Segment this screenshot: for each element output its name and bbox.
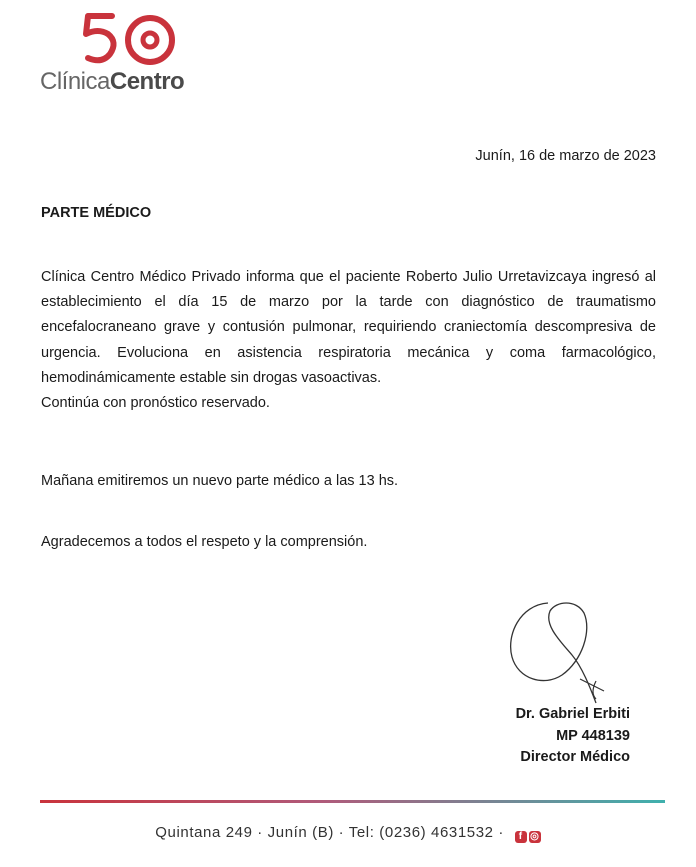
body-line: establecimiento el día 15 de marzo por la tarde con diagnóstico de traumatismo (41, 294, 656, 311)
thanks-note: Agradecemos a todos el respeto y la comprensión. (41, 534, 368, 550)
footer-divider (40, 800, 665, 803)
document-date: Junín, 16 de marzo de 2023 (475, 148, 656, 164)
clinic-name (40, 68, 184, 96)
body-line: urgencia. Evoluciona en asistencia respiratoria mecánica y coma farmacológico, (41, 344, 656, 361)
body-line: Clínica Centro Médico Privado informa que el paciente Roberto Julio Urretavizcaya ingresó al (41, 269, 656, 285)
clinic-name-bold: Centro (109, 68, 185, 95)
body-line: encefalocraneano grave y contusión pulmonar, requiriendo craniectomía descompresiva de (41, 319, 656, 336)
handwritten-signature (500, 595, 620, 710)
report-body (41, 265, 656, 416)
footer (0, 824, 696, 843)
signature-block (516, 704, 630, 769)
signer-license: MP 448139 (556, 727, 630, 744)
body-line: hemodinámicamente estable sin drogas vasoactivas. (41, 369, 382, 386)
body-line: Continúa con pronóstico reservado. (41, 395, 270, 412)
logo-50-mark (78, 8, 190, 70)
signer-name: Dr. Gabriel Erbiti (515, 706, 630, 722)
facebook-icon[interactable]: f (515, 831, 527, 843)
clinic-name-light: Clínica (40, 68, 110, 95)
instagram-icon[interactable]: ◎ (530, 831, 540, 842)
clinic-logo (40, 8, 200, 98)
document-title: PARTE MÉDICO (41, 205, 152, 221)
next-report-notice: Mañana emitiremos un nuevo parte médico a las 13 hs. (41, 473, 399, 489)
social-icons (513, 826, 541, 843)
signer-role: Director Médico (520, 749, 630, 765)
footer-address: Quintana 249 · Junín (B) · Tel: (0236) 4631532 · (155, 824, 504, 841)
